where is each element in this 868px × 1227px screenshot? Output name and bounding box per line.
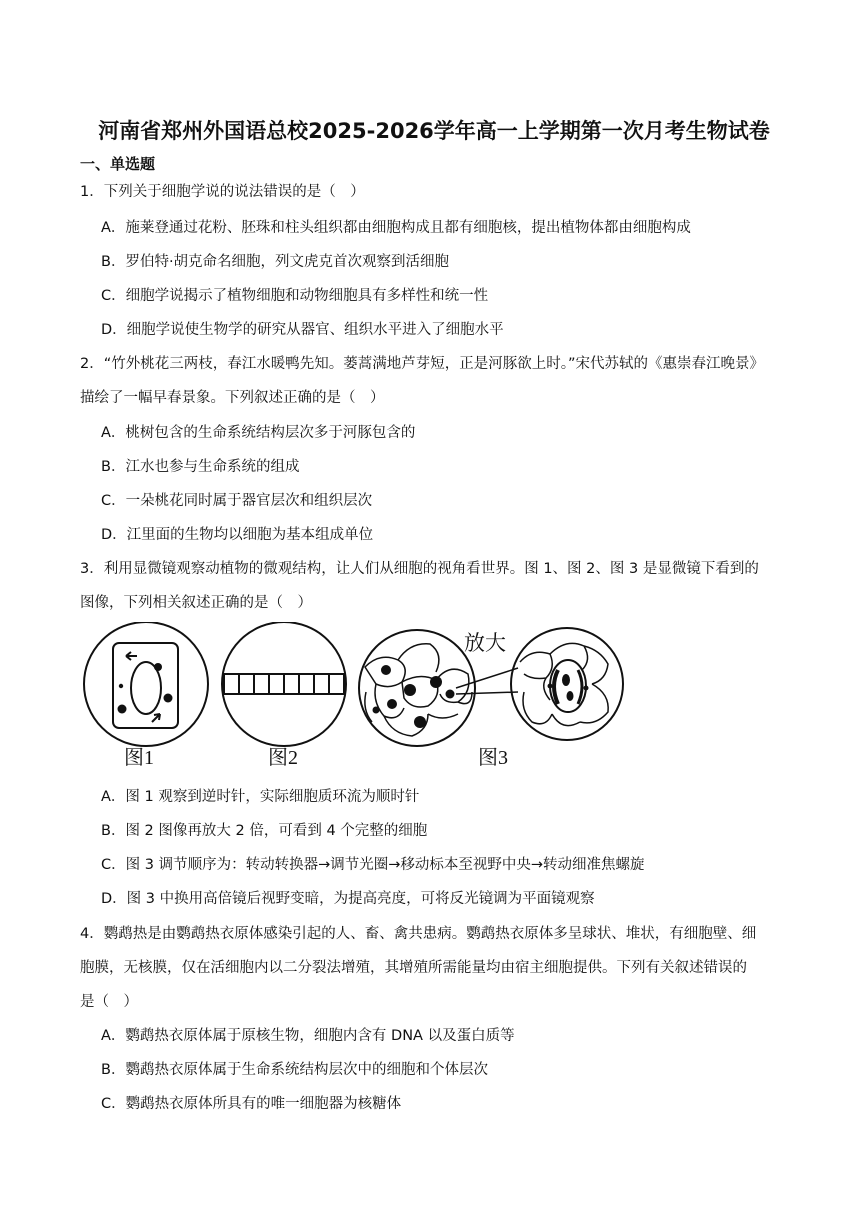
question-3-option-a[interactable]: A．图 1 观察到逆时针，实际细胞质环流为顺时针 [101, 789, 420, 805]
question-2-option-b[interactable]: B．江水也参与生命系统的组成 [101, 459, 300, 475]
question-1-option-d[interactable]: D．细胞学说使生物学的研究从器官、组织水平进入了细胞水平 [101, 322, 504, 338]
question-1-option-c[interactable]: C．细胞学说揭示了植物细胞和动物细胞具有多样性和统一性 [101, 288, 489, 304]
question-3-stem-line-2: 图像，下列相关叙述正确的是（ ） [80, 595, 312, 611]
figure-2-label: 图2 [268, 747, 298, 769]
question-2-option-c[interactable]: C．一朵桃花同时属于器官层次和组织层次 [101, 493, 373, 509]
page-title: 河南省郑州外国语总校2025-2026学年高一上学期第一次月考生物试卷 [98, 119, 770, 143]
microscope-figure [80, 622, 640, 772]
figure-2-diagram [222, 622, 346, 746]
question-2-option-d[interactable]: D．江里面的生物均以细胞为基本组成单位 [101, 527, 374, 543]
question-1-stem: 1．下列关于细胞学说的说法错误的是（ ） [80, 184, 365, 200]
question-2-stem-line-1: 2．“竹外桃花三两枝，春江水暖鸭先知。蒌蒿满地芦芽短，正是河豚欲上时。”宋代苏轼的《惠崇春江晚景》 [80, 356, 764, 372]
question-2-option-a[interactable]: A．桃树包含的生命系统结构层次多于河豚包含的 [101, 425, 416, 441]
microscope-figure-drawing [80, 622, 640, 772]
question-4-option-b[interactable]: B．鹦鹉热衣原体属于生命系统结构层次中的细胞和个体层次 [101, 1062, 488, 1078]
figure-1-diagram [84, 622, 208, 746]
question-1-option-b[interactable]: B．罗伯特·胡克命名细胞，列文虎克首次观察到活细胞 [101, 254, 450, 270]
magnify-label: 放大 [464, 631, 506, 655]
question-3-stem-line-1: 3．利用显微镜观察动植物的微观结构，让人们从细胞的视角看世界。图 1、图 2、图 3 是显微镜下看到的 [80, 561, 759, 577]
question-3-option-d[interactable]: D．图 3 中换用高倍镜后视野变暗，为提高亮度，可将反光镜调为平面镜观察 [101, 891, 595, 907]
question-4-stem-line-3: 是（ ） [80, 994, 138, 1010]
figure-3-label: 图3 [478, 747, 508, 769]
question-3-option-b[interactable]: B．图 2 图像再放大 2 倍，可看到 4 个完整的细胞 [101, 823, 428, 839]
figure-1-chloroplasts [118, 663, 173, 714]
question-4-stem-line-2: 胞膜，无核膜，仅在活细胞内以二分裂法增殖，其增殖所需能量均由宿主细胞提供。下列有关叙述错误的 [80, 960, 747, 976]
question-3-option-c[interactable]: C．图 3 调节顺序为：转动转换器→调节光圈→移动标本至视野中央→转动细准焦螺旋 [101, 857, 645, 873]
question-4-stem-line-1: 4．鹦鹉热是由鹦鹉热衣原体感染引起的人、畜、禽共患病。鹦鹉热衣原体多呈球状、堆状，有细胞壁、细 [80, 926, 757, 942]
question-4-option-a[interactable]: A．鹦鹉热衣原体属于原核生物，细胞内含有 DNA 以及蛋白质等 [101, 1028, 515, 1044]
figure-1-label: 图1 [124, 747, 154, 769]
question-4-option-c[interactable]: C．鹦鹉热衣原体所具有的唯一细胞器为核糖体 [101, 1096, 402, 1112]
question-2-stem-line-2: 描绘了一幅早春景象。下列叙述正确的是（ ） [80, 390, 385, 406]
question-1-option-a[interactable]: A．施莱登通过花粉、胚珠和柱头组织都由细胞构成且都有细胞核，提出植物体都由细胞构成 [101, 220, 691, 236]
section-heading: 一、单选题 [80, 155, 156, 173]
